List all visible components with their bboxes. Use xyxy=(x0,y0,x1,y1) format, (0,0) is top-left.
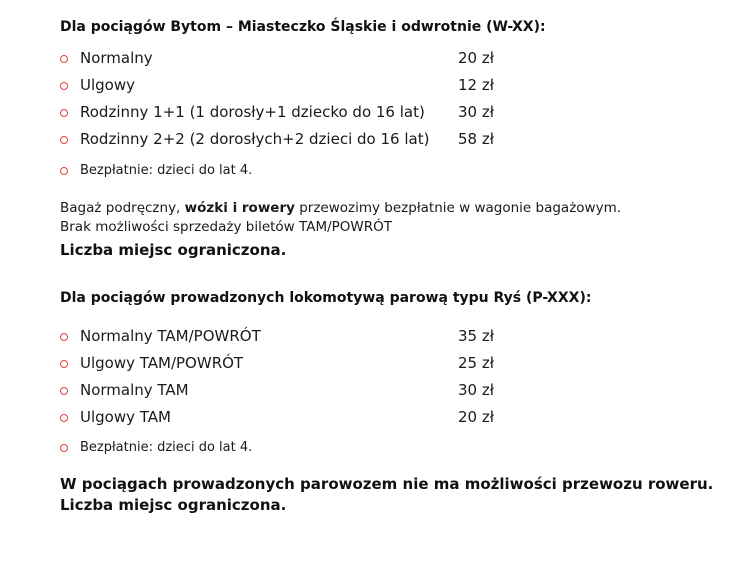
price-item-label: Normalny xyxy=(80,49,153,67)
circle-bullet-icon xyxy=(60,55,68,63)
price-item-value: 30 zł xyxy=(458,381,494,399)
luggage-suffix: przewozimy bezpłatnie w wagonie bagażowym. xyxy=(294,200,622,216)
circle-bullet-icon xyxy=(60,360,68,368)
section2-no-bikes-note: W pociągach prowadzonych parowozem nie ma możliwości przewozu roweru. xyxy=(60,475,714,493)
circle-bullet-icon xyxy=(60,387,68,395)
luggage-bold: wózki i rowery xyxy=(184,200,295,216)
price-item-value: 12 zł xyxy=(458,76,494,94)
free-note-text: Bezpłatnie: dzieci do lat 4. xyxy=(80,163,253,178)
price-item-label: Normalny TAM/POWRÓT xyxy=(80,327,261,345)
price-item-value: 20 zł xyxy=(458,408,494,426)
price-item-value: 25 zł xyxy=(458,354,494,372)
section1-luggage-note xyxy=(60,199,621,218)
price-item-label: Rodzinny 1+1 (1 dorosły+1 dziecko do 16 lat) xyxy=(80,103,425,121)
price-item-value: 20 zł xyxy=(458,49,494,67)
circle-bullet-icon xyxy=(60,136,68,144)
section1-no-return-note: Brak możliwości sprzedaży biletów TAM/POWRÓT xyxy=(60,219,393,235)
price-item-label: Ulgowy TAM xyxy=(80,408,171,426)
price-item-value: 58 zł xyxy=(458,130,494,148)
section2-limited-seats: Liczba miejsc ograniczona. xyxy=(60,496,287,514)
price-item-value: 35 zł xyxy=(458,327,494,345)
section2-heading: Dla pociągów prowadzonych lokomotywą parową typu Ryś (P-XXX): xyxy=(60,290,592,306)
circle-bullet-icon xyxy=(60,444,68,452)
circle-bullet-icon xyxy=(60,82,68,90)
circle-bullet-icon xyxy=(60,333,68,341)
section1-heading: Dla pociągów Bytom – Miasteczko Śląskie i odwrotnie (W-XX): xyxy=(60,19,546,35)
price-item-label: Normalny TAM xyxy=(80,381,189,399)
price-item-label: Rodzinny 2+2 (2 dorosłych+2 dzieci do 16 lat) xyxy=(80,130,430,148)
circle-bullet-icon xyxy=(60,414,68,422)
free-note-text: Bezpłatnie: dzieci do lat 4. xyxy=(80,440,253,455)
luggage-prefix: Bagaż podręczny, xyxy=(60,200,185,216)
price-item-label: Ulgowy xyxy=(80,76,135,94)
circle-bullet-icon xyxy=(60,167,68,175)
section1-limited-seats: Liczba miejsc ograniczona. xyxy=(60,241,287,259)
price-item-value: 30 zł xyxy=(458,103,494,121)
circle-bullet-icon xyxy=(60,109,68,117)
price-item-label: Ulgowy TAM/POWRÓT xyxy=(80,354,244,372)
